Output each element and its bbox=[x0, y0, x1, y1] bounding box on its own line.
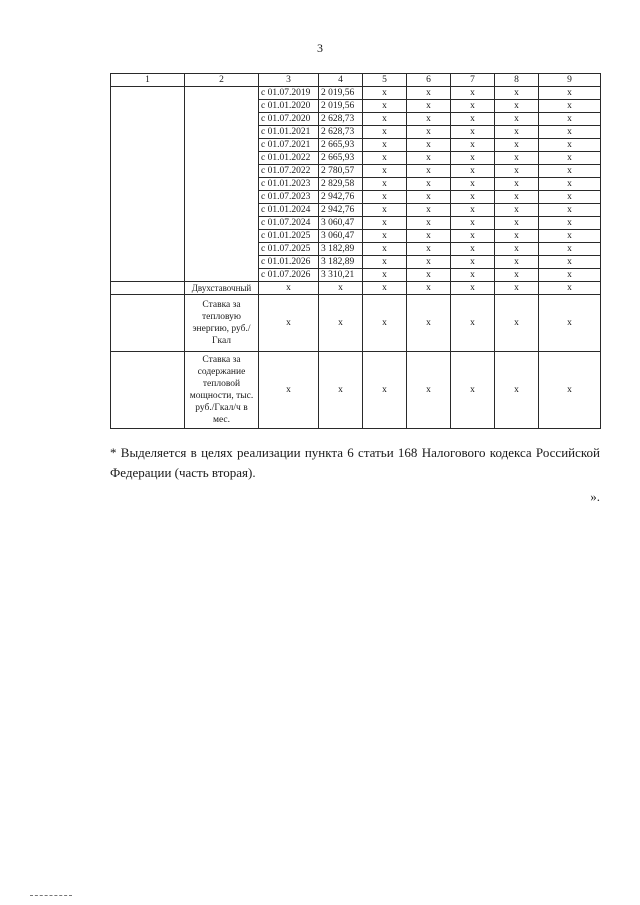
energy-rate-cell: х bbox=[539, 295, 601, 352]
mark-cell: х bbox=[407, 269, 451, 282]
mark-cell: х bbox=[407, 139, 451, 152]
mark-cell: х bbox=[451, 152, 495, 165]
two-rate-cell: х bbox=[539, 282, 601, 295]
mark-cell: х bbox=[495, 139, 539, 152]
closing-quote-mark: ». bbox=[590, 489, 600, 504]
two-rate-cell: х bbox=[495, 282, 539, 295]
header-cell: 1 bbox=[111, 74, 185, 87]
header-cell: 8 bbox=[495, 74, 539, 87]
mark-cell: х bbox=[451, 87, 495, 100]
mark-cell: х bbox=[363, 113, 407, 126]
period-cell: с 01.07.2021 bbox=[259, 139, 319, 152]
capacity-rate-row bbox=[111, 352, 601, 429]
energy-rate-cell: х bbox=[451, 295, 495, 352]
mark-cell: х bbox=[539, 269, 601, 282]
empty-cell bbox=[111, 282, 185, 295]
mark-cell: х bbox=[451, 139, 495, 152]
mark-cell: х bbox=[451, 126, 495, 139]
mark-cell: х bbox=[451, 217, 495, 230]
mark-cell: х bbox=[451, 165, 495, 178]
capacity-rate-label: Ставка за содержание тепловой мощности, тыс. руб./Гкал/ч в мес. bbox=[185, 352, 259, 429]
period-cell: с 01.01.2021 bbox=[259, 126, 319, 139]
mark-cell: х bbox=[363, 139, 407, 152]
mark-cell: х bbox=[539, 191, 601, 204]
period-cell: с 01.01.2020 bbox=[259, 100, 319, 113]
energy-rate-cell: х bbox=[363, 295, 407, 352]
energy-rate-label: Ставка за тепловую энергию, руб./Гкал bbox=[185, 295, 259, 352]
mark-cell: х bbox=[539, 204, 601, 217]
mark-cell: х bbox=[495, 191, 539, 204]
capacity-rate-cell: х bbox=[539, 352, 601, 429]
mark-cell: х bbox=[539, 113, 601, 126]
period-cell: с 01.07.2022 bbox=[259, 165, 319, 178]
tariff-value-cell: 2 665,93 bbox=[319, 152, 363, 165]
two-rate-cell: х bbox=[451, 282, 495, 295]
tariff-table bbox=[110, 73, 601, 429]
capacity-rate-cell: х bbox=[451, 352, 495, 429]
header-cell: 9 bbox=[539, 74, 601, 87]
two-rate-row bbox=[111, 282, 601, 295]
mark-cell: х bbox=[363, 243, 407, 256]
tariff-value-cell: 2 942,76 bbox=[319, 204, 363, 217]
period-cell: с 01.07.2026 bbox=[259, 269, 319, 282]
energy-rate-cell: х bbox=[259, 295, 319, 352]
mark-cell: х bbox=[407, 217, 451, 230]
mark-cell: х bbox=[407, 178, 451, 191]
mark-cell: х bbox=[407, 204, 451, 217]
mark-cell: х bbox=[407, 113, 451, 126]
mark-cell: х bbox=[539, 178, 601, 191]
mark-cell: х bbox=[495, 243, 539, 256]
tariff-value-cell: 3 060,47 bbox=[319, 230, 363, 243]
mark-cell: х bbox=[539, 256, 601, 269]
mark-cell: х bbox=[495, 204, 539, 217]
period-cell: с 01.01.2022 bbox=[259, 152, 319, 165]
period-cell: с 01.07.2025 bbox=[259, 243, 319, 256]
mark-cell: х bbox=[495, 113, 539, 126]
period-row bbox=[111, 87, 601, 100]
capacity-rate-cell: х bbox=[495, 352, 539, 429]
mark-cell: х bbox=[495, 87, 539, 100]
mark-cell: х bbox=[451, 178, 495, 191]
mark-cell: х bbox=[495, 230, 539, 243]
mark-cell: х bbox=[363, 126, 407, 139]
mark-cell: х bbox=[363, 152, 407, 165]
page-number: 3 bbox=[317, 41, 323, 55]
period-cell: с 01.01.2024 bbox=[259, 204, 319, 217]
footnote: * Выделяется в целях реализации пункта 6 статьи 168 Налогового кодекса Российской Федерации (часть вторая). bbox=[110, 445, 600, 480]
header-cell: 2 bbox=[185, 74, 259, 87]
mark-cell: х bbox=[407, 191, 451, 204]
period-cell: с 01.01.2023 bbox=[259, 178, 319, 191]
mark-cell: х bbox=[407, 243, 451, 256]
mark-cell: х bbox=[539, 243, 601, 256]
mark-cell: х bbox=[451, 269, 495, 282]
tariff-value-cell: 2 780,57 bbox=[319, 165, 363, 178]
scan-margin-mark bbox=[30, 895, 72, 896]
capacity-rate-cell: х bbox=[407, 352, 451, 429]
mark-cell: х bbox=[451, 256, 495, 269]
empty-cell bbox=[111, 87, 185, 282]
tariff-value-cell: 2 665,93 bbox=[319, 139, 363, 152]
mark-cell: х bbox=[495, 217, 539, 230]
energy-rate-cell: х bbox=[319, 295, 363, 352]
capacity-rate-cell: х bbox=[259, 352, 319, 429]
mark-cell: х bbox=[539, 100, 601, 113]
mark-cell: х bbox=[407, 152, 451, 165]
mark-cell: х bbox=[539, 126, 601, 139]
mark-cell: х bbox=[539, 87, 601, 100]
capacity-rate-cell: х bbox=[319, 352, 363, 429]
header-cell: 4 bbox=[319, 74, 363, 87]
mark-cell: х bbox=[495, 165, 539, 178]
mark-cell: х bbox=[407, 126, 451, 139]
energy-rate-cell: х bbox=[495, 295, 539, 352]
mark-cell: х bbox=[539, 217, 601, 230]
tariff-value-cell: 3 182,89 bbox=[319, 256, 363, 269]
header-cell: 7 bbox=[451, 74, 495, 87]
period-cell: с 01.07.2023 bbox=[259, 191, 319, 204]
mark-cell: х bbox=[407, 87, 451, 100]
period-cell: с 01.01.2026 bbox=[259, 256, 319, 269]
tariff-value-cell: 3 310,21 bbox=[319, 269, 363, 282]
period-cell: с 01.01.2025 bbox=[259, 230, 319, 243]
header-cell: 3 bbox=[259, 74, 319, 87]
mark-cell: х bbox=[363, 191, 407, 204]
mark-cell: х bbox=[451, 204, 495, 217]
mark-cell: х bbox=[363, 230, 407, 243]
mark-cell: х bbox=[363, 204, 407, 217]
two-rate-cell: х bbox=[259, 282, 319, 295]
empty-cell bbox=[185, 87, 259, 282]
period-cell: с 01.07.2019 bbox=[259, 87, 319, 100]
mark-cell: х bbox=[363, 87, 407, 100]
tariff-value-cell: 2 829,58 bbox=[319, 178, 363, 191]
mark-cell: х bbox=[539, 152, 601, 165]
mark-cell: х bbox=[407, 165, 451, 178]
empty-cell bbox=[111, 352, 185, 429]
mark-cell: х bbox=[539, 139, 601, 152]
mark-cell: х bbox=[495, 126, 539, 139]
tariff-value-cell: 2 628,73 bbox=[319, 113, 363, 126]
two-rate-label: Двухставочный bbox=[185, 282, 259, 295]
tariff-value-cell: 3 182,89 bbox=[319, 243, 363, 256]
mark-cell: х bbox=[363, 269, 407, 282]
two-rate-cell: х bbox=[407, 282, 451, 295]
tariff-value-cell: 2 019,56 bbox=[319, 87, 363, 100]
mark-cell: х bbox=[495, 256, 539, 269]
empty-cell bbox=[111, 295, 185, 352]
mark-cell: х bbox=[363, 178, 407, 191]
mark-cell: х bbox=[363, 165, 407, 178]
period-cell: с 01.07.2020 bbox=[259, 113, 319, 126]
mark-cell: х bbox=[451, 113, 495, 126]
mark-cell: х bbox=[407, 100, 451, 113]
tariff-value-cell: 3 060,47 bbox=[319, 217, 363, 230]
mark-cell: х bbox=[495, 178, 539, 191]
mark-cell: х bbox=[451, 230, 495, 243]
tariff-value-cell: 2 942,76 bbox=[319, 191, 363, 204]
mark-cell: х bbox=[539, 165, 601, 178]
mark-cell: х bbox=[363, 100, 407, 113]
header-cell: 6 bbox=[407, 74, 451, 87]
header-cell: 5 bbox=[363, 74, 407, 87]
mark-cell: х bbox=[451, 243, 495, 256]
two-rate-cell: х bbox=[363, 282, 407, 295]
mark-cell: х bbox=[451, 100, 495, 113]
mark-cell: х bbox=[495, 100, 539, 113]
period-cell: с 01.07.2024 bbox=[259, 217, 319, 230]
mark-cell: х bbox=[495, 152, 539, 165]
mark-cell: х bbox=[363, 256, 407, 269]
tariff-value-cell: 2 628,73 bbox=[319, 126, 363, 139]
mark-cell: х bbox=[407, 256, 451, 269]
table-header-row bbox=[111, 74, 601, 87]
energy-rate-row bbox=[111, 295, 601, 352]
capacity-rate-cell: х bbox=[363, 352, 407, 429]
mark-cell: х bbox=[407, 230, 451, 243]
mark-cell: х bbox=[363, 217, 407, 230]
tariff-value-cell: 2 019,56 bbox=[319, 100, 363, 113]
mark-cell: х bbox=[495, 269, 539, 282]
two-rate-cell: х bbox=[319, 282, 363, 295]
mark-cell: х bbox=[451, 191, 495, 204]
mark-cell: х bbox=[539, 230, 601, 243]
energy-rate-cell: х bbox=[407, 295, 451, 352]
